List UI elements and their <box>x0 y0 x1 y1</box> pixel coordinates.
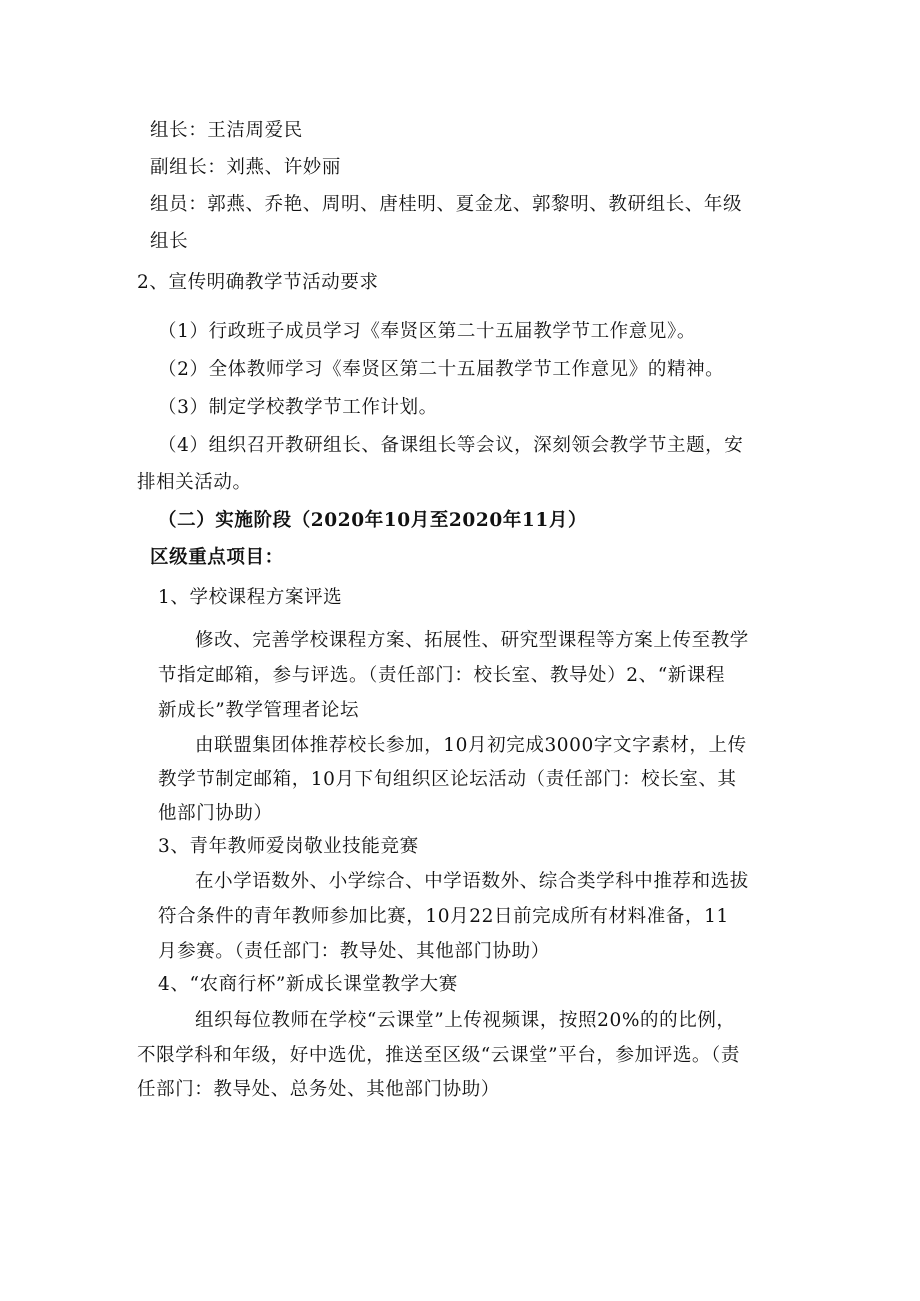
list-item: （3）制定学校教学节工作计划。 <box>158 397 438 418</box>
paragraph-line: 任部门：教导处、总务处、其他部门协助） <box>137 1079 500 1100</box>
list-item: （4）组织召开教研组长、备课组长等会议，深刻领会教学节主题，安 <box>158 435 744 456</box>
list-item: （1）行政班子成员学习《奉贤区第二十五届教学节工作意见》。 <box>158 321 696 342</box>
paragraph-line: 节指定邮箱，参与评选。（责任部门：校长室、教导处）2、“新课程 <box>158 665 726 686</box>
section-heading: 2、宣传明确教学节活动要求 <box>137 272 379 293</box>
paragraph-line: 月参赛。（责任部门：教导处、其他部门协助） <box>158 941 550 962</box>
paragraph-line: 新成长”教学管理者论坛 <box>158 700 360 721</box>
paragraph-line: 修改、完善学校课程方案、拓展性、研究型课程等方案上传至教学 <box>195 630 749 651</box>
paragraph-line: 符合条件的青年教师参加比赛，10月22日前完成所有材料准备，11 <box>158 906 729 927</box>
paragraph-line: 教学节制定邮箱，10月下旬组织区论坛活动（责任部门：校长室、其 <box>158 769 737 790</box>
phase-subheading: 区级重点项目： <box>150 547 284 568</box>
committee-leader: 组长：王洁周爱民 <box>150 120 303 141</box>
project-title: 3、青年教师爱岗敬业技能竞赛 <box>158 836 419 857</box>
paragraph-line: 组织每位教师在学校“云课堂”上传视频课，按照20%的的比例， <box>195 1010 736 1031</box>
project-title: 4、“农商行杯”新成长课堂教学大赛 <box>158 974 458 995</box>
paragraph-line: 在小学语数外、小学综合、中学语数外、综合类学科中推荐和选拔 <box>195 871 749 892</box>
committee-members-line1: 组员：郭燕、乔艳、周明、唐桂明、夏金龙、郭黎明、教研组长、年级 <box>150 194 743 215</box>
list-item: （2）全体教师学习《奉贤区第二十五届教学节工作意见》的精神。 <box>158 359 725 380</box>
paragraph-line: 他部门协助） <box>158 803 273 824</box>
project-title: 1、学校课程方案评选 <box>158 587 343 608</box>
paragraph-line: 不限学科和年级，好中选优，推送至区级“云课堂”平台，参加评选。（责 <box>137 1045 740 1066</box>
paragraph-line: 由联盟集团体推荐校长参加，10月初完成3000字文字素材，上传 <box>195 735 747 756</box>
committee-deputy: 副组长：刘燕、许妙丽 <box>150 157 342 178</box>
committee-members-line2: 组长 <box>150 231 189 252</box>
list-item-continuation: 排相关活动。 <box>137 472 252 493</box>
phase-heading: （二）实施阶段（2020年10月至2020年11月） <box>158 510 588 531</box>
